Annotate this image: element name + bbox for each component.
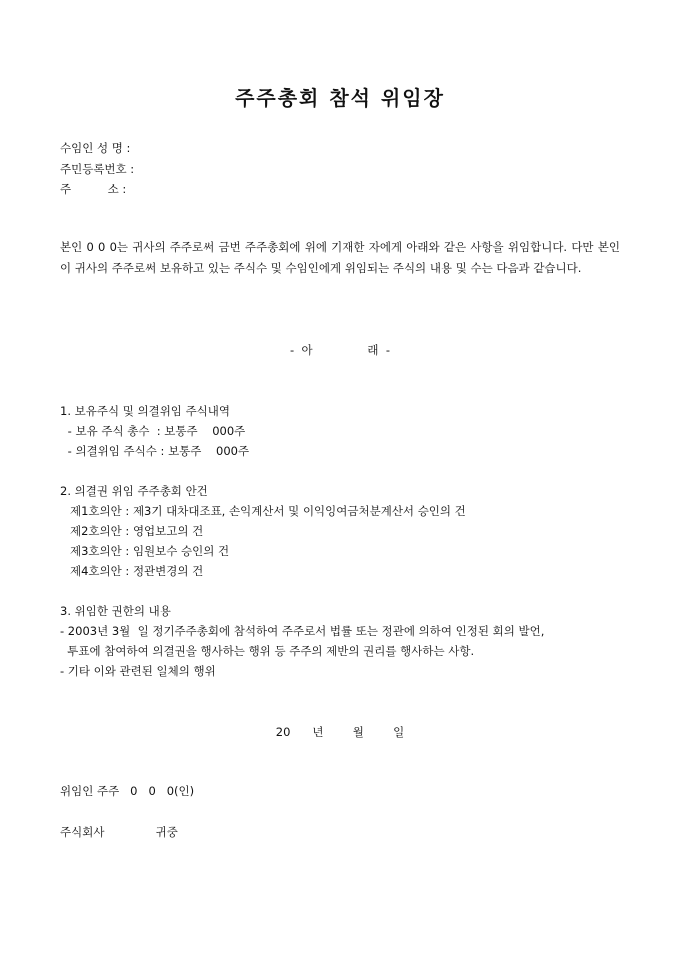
authority-item: - 기타 이와 관련된 일체의 행위 bbox=[60, 664, 216, 678]
authority-item: - 2003년 3월 일 정기주주총회에 참석하여 주주로서 법률 또는 정관에 의하여 인정된 회의 발언, bbox=[60, 624, 545, 638]
proxy-name-label: 수임인 성 명 : bbox=[60, 141, 131, 155]
section3-heading: 3. 위임한 권한의 내용 bbox=[60, 604, 171, 618]
addressee-line: 주식회사 귀중 bbox=[60, 825, 178, 839]
date-line: 20 년 월 일 bbox=[275, 725, 405, 739]
agenda-item: 제4호의안 : 정관변경의 건 bbox=[70, 564, 204, 578]
section2-heading: 2. 의결권 위임 주주총회 안건 bbox=[60, 484, 208, 498]
grantor-signature-line: 위임인 주주 0 0 0(인) bbox=[60, 784, 195, 798]
section1-heading: 1. 보유주식 및 의결위임 주식내역 bbox=[60, 404, 231, 418]
document-title: 주주총회 참석 위임장 bbox=[235, 86, 445, 110]
authority-item: 투표에 참여하여 의결권을 행사하는 행위 등 주주의 제반의 권리를 행사하는 사항. bbox=[60, 644, 475, 658]
section1-item: - 보유 주식 총수 : 보통주 000주 bbox=[64, 424, 246, 438]
proxy-id-label: 주민등록번호 : bbox=[60, 162, 135, 176]
notice-heading: - 아 래 - bbox=[290, 343, 390, 357]
intro-paragraph: 본인 0 0 0는 귀사의 주주로써 금번 주주총회에 위에 기재한 자에게 아래와 같은 사항을 위임합니다. 다만 본인이 귀사의 주주로써 보유하고 있는 주식수 및 수임인에게 위임되는 주식의 내용 및 수는 다음과 같습니다. bbox=[60, 240, 620, 275]
agenda-item: 제2호의안 : 영업보고의 건 bbox=[70, 524, 204, 538]
proxy-address-label: 주 소 : bbox=[60, 182, 127, 196]
agenda-item: 제3호의안 : 임원보수 승인의 건 bbox=[70, 544, 230, 558]
section1-item: - 의결위임 주식수 : 보통주 000주 bbox=[64, 444, 250, 458]
agenda-item: 제1호의안 : 제3기 대차대조표, 손익계산서 및 이익잉여금처분계산서 승인의 건 bbox=[70, 504, 466, 518]
